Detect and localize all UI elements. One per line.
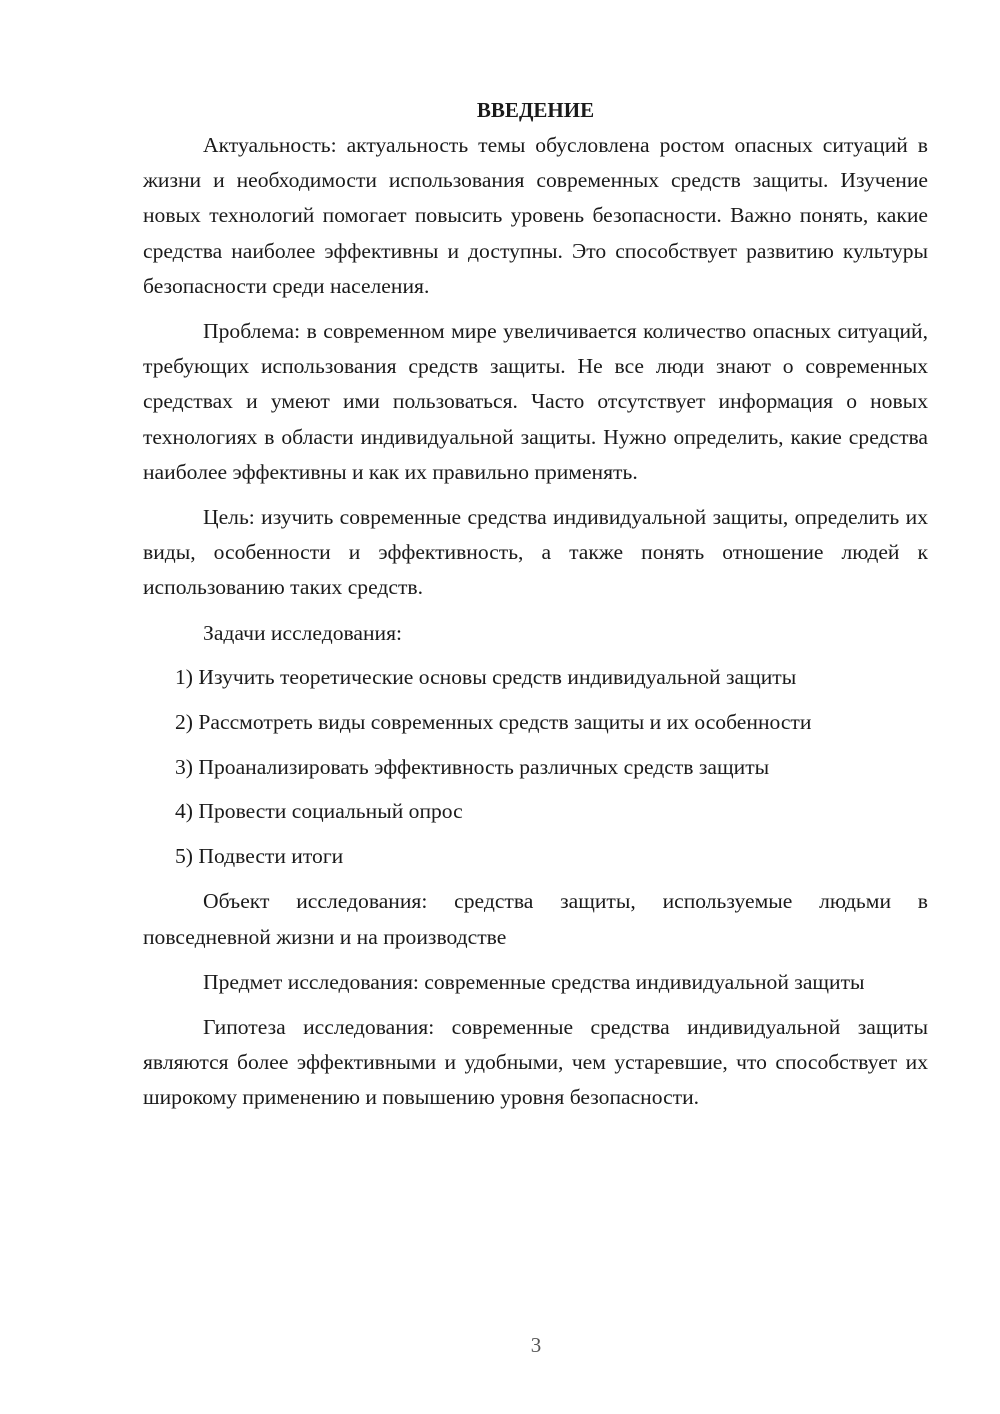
paragraph-object: Объект исследования: средства защиты, используемые людьми в повседневной жизни и на производстве [143, 889, 928, 949]
paragraph-problem: Проблема: в современном мире увеличивается количество опасных ситуаций, требующих использования средств защиты. Не все люди знают о современных средствах и умеют ими пользоваться. Часто отсутствует информация о новых технологиях в области индивидуальной защиты. Нужно определить, какие средства наиболее эффективны и как их правильно применять. [143, 319, 928, 484]
task-item: 5) Подвести итоги [175, 844, 344, 869]
tasks-list [143, 660, 928, 874]
paragraph-hypothesis: Гипотеза исследования: современные средства индивидуальной защиты являются более эффективными и удобными, чем устаревшие, что способствует их широкому применению и повышению уровня безопасности. [143, 1014, 928, 1110]
paragraph-subject: Предмет исследования: современные средства индивидуальной защиты [203, 969, 865, 994]
task-item: 3) Проанализировать эффективность различных средств защиты [175, 754, 770, 779]
page-number: 3 [530, 1333, 542, 1357]
task-item: 1) Изучить теоретические основы средств индивидуальной защиты [175, 665, 797, 690]
paragraph-relevance: Актуальность: актуальность темы обусловлена ростом опасных ситуаций в жизни и необходимости использования современных средств защиты. Изучение новых технологий помогает повысить уровень безопасности. Важно понять, какие средства наиболее эффективны и доступны. Это способствует развитию культуры безопасности среди населения. [143, 133, 928, 298]
tasks-title: Задачи исследования: [203, 620, 403, 645]
page-content [143, 93, 928, 1116]
task-item: 4) Провести социальный опрос [175, 799, 463, 824]
task-item: 2) Рассмотреть виды современных средств защиты и их особенности [175, 710, 812, 735]
paragraph-goal: Цель: изучить современные средства индивидуальной защиты, определить их виды, особенности и эффективность, а также понять отношение людей к использованию таких средств. [143, 505, 928, 600]
section-heading: ВВЕДЕНИЕ [476, 98, 595, 122]
